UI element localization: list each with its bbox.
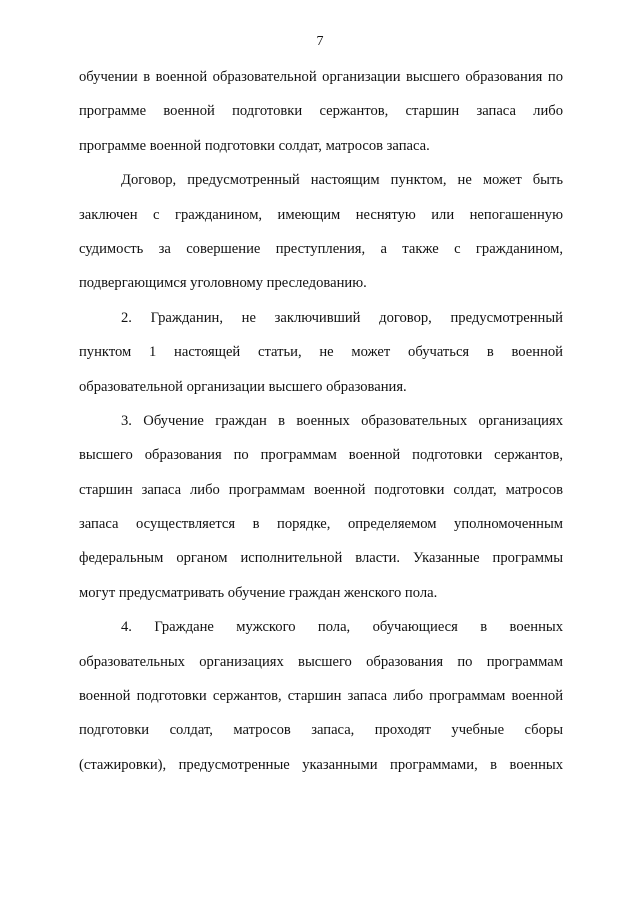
- text-line: судимость за совершение преступления, а также с гражданином,: [79, 240, 563, 257]
- text-line: федеральным органом исполнительной власти. Указанные программы: [79, 550, 563, 567]
- text-line: программе военной подготовки солдат, матросов запаса.: [79, 137, 430, 154]
- text-line: программе военной подготовки сержантов, старшин запаса либо: [79, 103, 563, 120]
- text-line: 4. Граждане мужского пола, обучающиеся в военных: [121, 619, 563, 636]
- text-line: военной подготовки сержантов, старшин запаса либо программам военной: [79, 688, 563, 705]
- text-line: подвергающимся уголовному преследованию.: [79, 275, 367, 292]
- text-line: заключен с гражданином, имеющим неснятую или непогашенную: [79, 206, 563, 223]
- text-line: 2. Гражданин, не заключивший договор, предусмотренный: [121, 309, 563, 326]
- text-line: образовательных организациях высшего образования по программам: [79, 653, 563, 670]
- page-number: 7: [316, 34, 324, 49]
- text-line: запаса осуществляется в порядке, определяемом уполномоченным: [79, 516, 563, 533]
- text-line: старшин запаса либо программам военной подготовки солдат, матросов: [79, 481, 563, 498]
- text-line: Договор, предусмотренный настоящим пунктом, не может быть: [121, 172, 563, 189]
- text-line: пунктом 1 настоящей статьи, не может обучаться в военной: [79, 344, 563, 361]
- document-body: [79, 60, 563, 782]
- text-line: обучении в военной образовательной организации высшего образования по: [79, 69, 563, 85]
- text-line: (стажировки), предусмотренные указанными программами, в военных: [79, 756, 563, 773]
- text-line: могут предусматривать обучение граждан женского пола.: [79, 584, 438, 601]
- text-line: подготовки солдат, матросов запаса, проходят учебные сборы: [79, 722, 563, 739]
- text-line: образовательной организации высшего образования.: [79, 378, 407, 395]
- text-line: высшего образования по программам военной подготовки сержантов,: [79, 447, 563, 464]
- text-line: 3. Обучение граждан в военных образовательных организациях: [121, 412, 563, 429]
